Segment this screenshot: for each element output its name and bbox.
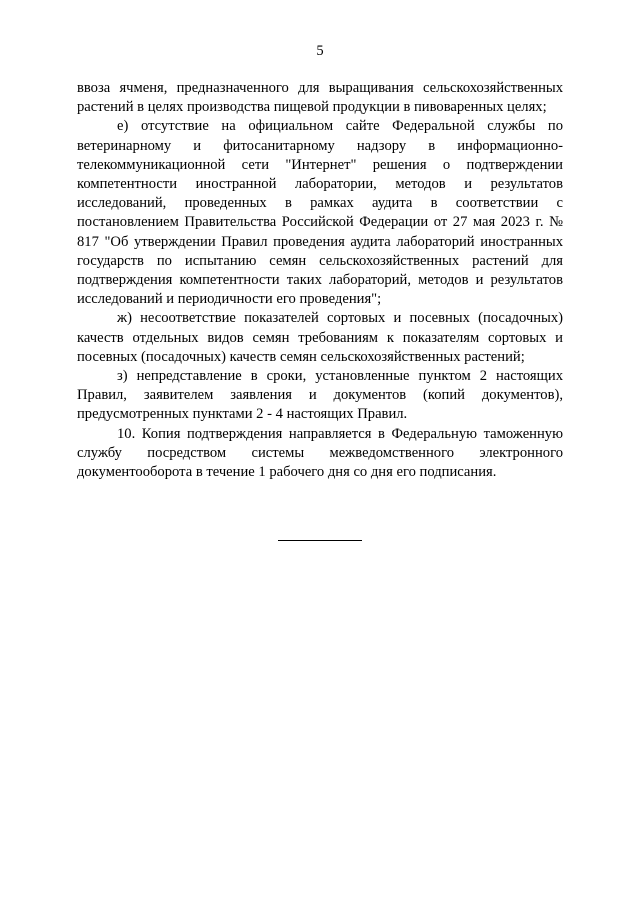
paragraph-continuation: ввоза ячменя, предназначенного для выращивания сельскохозяйственных растений в целях производства пищевой продукции в пивоваренных целях; xyxy=(77,80,563,116)
paragraph-item-z: з) непредставление в сроки, установленные пунктом 2 настоящих Правил, заявителем заявления и документов (копий документов), предусмотренных пунктами 2 - 4 настоящих Правил. xyxy=(77,368,563,423)
page-number: 5 xyxy=(316,43,324,59)
document-body xyxy=(77,79,563,482)
paragraph-item-zh: ж) несоответствие показателей сортовых и посевных (посадочных) качеств отдельных видов семян требованиям к показателям сортовых и посевных (посадочных) качеств семян сельскохозяйственных растений; xyxy=(77,310,563,365)
end-of-document-rule xyxy=(278,540,362,541)
paragraph-item-e: е) отсутствие на официальном сайте Федеральной службы по ветеринарному и фитосанитарному надзору в информационно-телекоммуникационной сети "Интернет" решения о подтверждении компетентности иностранной лаборатории, методов и результатов исследований, проведенных в рамках аудита в соответствии с постановлением Правительства Российской Федерации от 27 мая 2023 г. № 817 "Об утверждении Правил проведения аудита лабораторий иностранных государств по испытанию семян сельскохозяйственных растений для подтверждения компетентности таких лабораторий, методов и результатов исследований и периодичности его проведения"; xyxy=(77,118,563,308)
paragraph-item-10: 10. Копия подтверждения направляется в Федеральную таможенную службу посредством системы межведомственного электронного документооборота в течение 1 рабочего дня со дня его подписания. xyxy=(77,425,563,481)
